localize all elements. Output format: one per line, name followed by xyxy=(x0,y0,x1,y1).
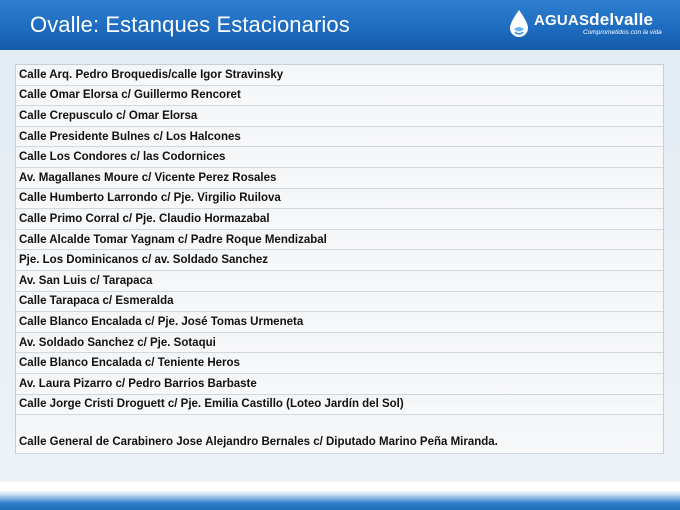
location-cell: Calle Alcalde Tomar Yagnam c/ Padre Roque Mendizabal xyxy=(19,233,327,246)
location-cell: Calle Jorge Cristi Droguett c/ Pje. Emilia Castillo (Loteo Jardín del Sol) xyxy=(19,398,404,411)
brand-logo xyxy=(508,8,670,42)
location-cell: Calle Blanco Encalada c/ Pje. José Tomas Urmeneta xyxy=(19,315,304,328)
location-cell: Calle Blanco Encalada c/ Teniente Heros xyxy=(19,357,240,370)
location-cell: Calle Tarapaca c/ Esmeralda xyxy=(19,295,174,308)
table-row xyxy=(16,395,663,416)
table-row xyxy=(16,65,663,86)
location-cell: Calle Omar Elorsa c/ Guillermo Rencoret xyxy=(19,89,241,102)
location-cell: Calle Los Condores c/ las Codornices xyxy=(19,151,226,164)
table-row xyxy=(16,86,663,107)
brand-name-part1: AGUAS xyxy=(534,12,590,29)
brand-name xyxy=(534,10,653,30)
table-row xyxy=(16,209,663,230)
header-bar xyxy=(0,0,680,50)
table-row xyxy=(16,312,663,333)
table-row xyxy=(16,250,663,271)
location-cell: Av. Soldado Sanchez c/ Pje. Sotaqui xyxy=(19,336,216,349)
location-cell: Av. Laura Pizarro c/ Pedro Barrios Barbaste xyxy=(19,377,257,390)
table-row xyxy=(16,189,663,210)
location-cell: Calle Arq. Pedro Broquedis/calle Igor Stravinsky xyxy=(19,68,284,81)
table-row xyxy=(16,127,663,148)
location-cell: Av. Magallanes Moure c/ Vicente Perez Rosales xyxy=(19,171,277,184)
location-cell: Calle General de Carabinero Jose Alejandro Bernales c/ Diputado Marino Peña Miranda. xyxy=(19,436,498,449)
locations-table xyxy=(15,64,664,454)
location-cell: Calle Crepusculo c/ Omar Elorsa xyxy=(19,109,198,122)
table-row xyxy=(16,415,663,454)
brand-name-part2: delvalle xyxy=(589,10,654,29)
location-cell: Calle Presidente Bulnes c/ Los Halcones xyxy=(19,130,241,143)
location-cell: Calle Primo Corral c/ Pje. Claudio Hormazabal xyxy=(19,212,270,225)
table-row xyxy=(16,230,663,251)
table-row xyxy=(16,271,663,292)
table-row xyxy=(16,353,663,374)
brand-tagline: Comprometidos con la vida xyxy=(583,29,662,36)
table-row xyxy=(16,147,663,168)
footer-band xyxy=(0,482,680,510)
table-row xyxy=(16,374,663,395)
page-title: Ovalle: Estanques Estacionarios xyxy=(30,12,350,37)
table-row xyxy=(16,168,663,189)
water-drop-icon xyxy=(508,9,530,39)
location-cell: Pje. Los Dominicanos c/ av. Soldado Sanchez xyxy=(19,254,269,267)
location-cell: Av. San Luis c/ Tarapaca xyxy=(19,274,153,287)
table-row xyxy=(16,333,663,354)
location-cell: Calle Humberto Larrondo c/ Pje. Virgilio Ruilova xyxy=(19,192,281,205)
table-row xyxy=(16,292,663,313)
table-row xyxy=(16,106,663,127)
